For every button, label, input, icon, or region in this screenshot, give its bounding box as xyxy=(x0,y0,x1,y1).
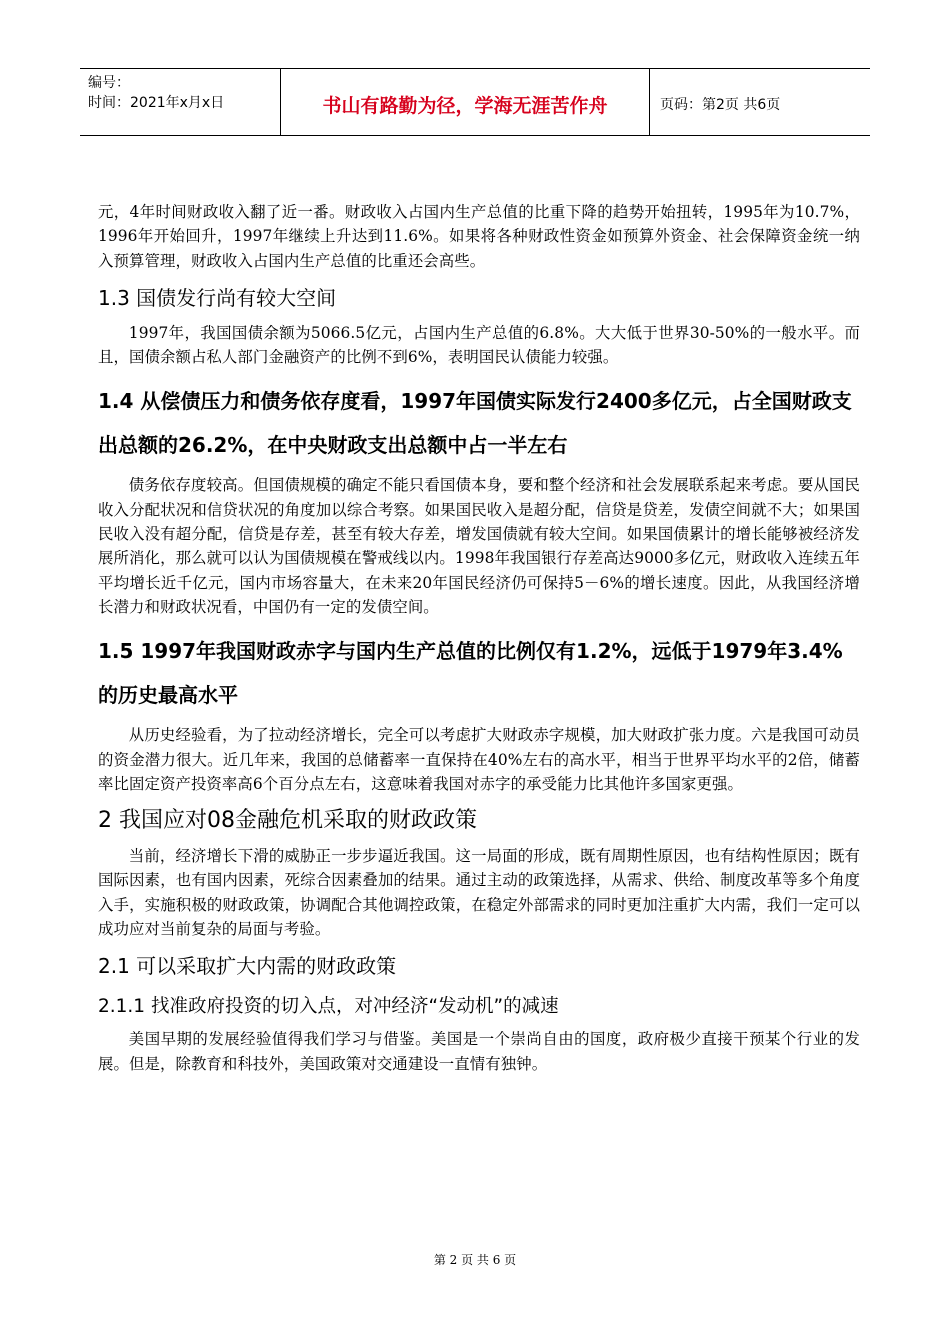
paragraph-5: 当前，经济增长下滑的威胁正一步步逼近我国。这一局面的形成，既有周期性原因，也有结构性原因；既有国际因素，也有国内因素，死综合因素叠加的结果。通过主动的政策选择，从需求、供给、制度改革等多个角度入手，实施积极的财政政策，协调配合其他调控政策，在稳定外部需求的同时更加注重扩大内需，我们一定可以成功应对当前复杂的局面与考验。 xyxy=(98,847,860,939)
heading-2-1: 2.1 可以采取扩大内需的财政政策 xyxy=(98,954,397,979)
document-body xyxy=(98,200,860,1076)
paragraph-4: 从历史经验看，为了拉动经济增长，完全可以考虑扩大财政赤字规模，加大财政扩张力度。六是我国可动员的资金潜力很大。近几年来，我国的总储蓄率一直保持在40%左右的高水平，相当于世界平均水平的2倍，储蓄率比固定资产投资率高6个百分点左右，这意味着我国对赤字的承受能力比其他许多国家更强。 xyxy=(98,726,860,793)
header-motto: 书山有路勤为径，学海无涯苦作舟 xyxy=(281,69,650,135)
heading-2-1-1: 2.1.1 找准政府投资的切入点，对冲经济“发动机”的减速 xyxy=(98,996,559,1018)
paragraph-3: 债务依存度较高。但国债规模的确定不能只看国债本身，要和整个经济和社会发展联系起来考虑。要从国民收入分配状况和信贷状况的角度加以综合考察。如果国民收入是超分配，信贷是贷差，发债空间就不大；如果国民收入没有超分配，信贷是存差，甚至有较大存差，增发国债就有较大空间。如果国债累计的增长能够被经济发展所消化，那么就可以认为国债规模在警戒线以内。1998年我国银行存差高达9000多亿元，财政收入连续五年平均增长近千亿元，国内市场容量大，在未来20年国民经济仍可保持5－6%的增长速度。因此，从我国经济增长潜力和财政状况看，中国仍有一定的发债空间。 xyxy=(98,476,860,616)
page-footer: 第 2 页 共 6 页 xyxy=(433,1253,517,1267)
heading-1-3: 1.3 国债发行尚有较大空间 xyxy=(98,285,337,310)
heading-1-4: 1.4 从偿债压力和债务依存度看，1997年国债实际发行2400多亿元，占全国财政支出总额的26.2%，在中央财政支出总额中占一半左右 xyxy=(98,389,852,458)
paragraph-2: 1997年，我国国债余额为5066.5亿元，占国内生产总值的6.8%。大大低于世界30-50%的一般水平。而且，国债余额占私人部门金融资产的比例不到6%，表明国民认债能力较强。 xyxy=(98,323,860,367)
heading-2: 2 我国应对08金融危机采取的财政政策 xyxy=(98,808,477,834)
header-page-info: 页码：第2页 共6页 xyxy=(660,97,781,113)
number-label: 编号： xyxy=(88,75,130,91)
page-header xyxy=(80,68,870,136)
time-label: 时间：2021年x月x日 xyxy=(88,95,225,111)
paragraph-6: 美国早期的发展经验值得我们学习与借鉴。美国是一个崇尚自由的国度，政府极少直接干预某个行业的发展。但是，除教育和科技外，美国政策对交通建设一直情有独钟。 xyxy=(98,1030,860,1073)
header-meta xyxy=(80,69,281,135)
heading-1-5: 1.5 1997年我国财政赤字与国内生产总值的比例仅有1.2%，远低于1979年3.4%的历史最高水平 xyxy=(98,639,843,708)
paragraph-1: 元，4年时间财政收入翻了近一番。财政收入占国内生产总值的比重下降的趋势开始扭转，1995年为10.7%，1996年开始回升，1997年继续上升达到11.6%。如果将各种财政性资金如预算外资金、社会保障资金统一纳入预算管理，财政收入占国内生产总值的比重还会高些。 xyxy=(98,203,860,270)
